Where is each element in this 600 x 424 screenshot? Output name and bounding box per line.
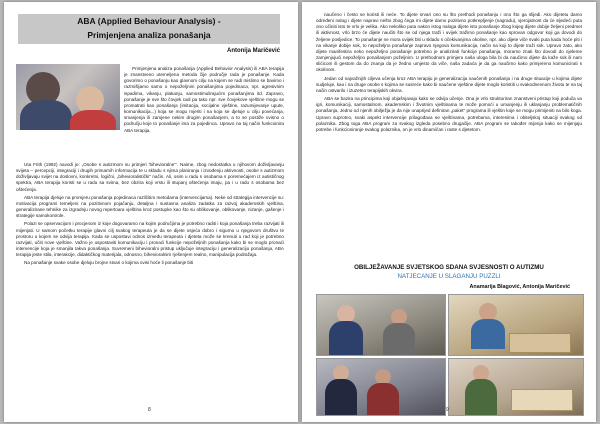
article-authors: Anamarija Blagović, Antonija Maričević	[469, 284, 570, 290]
student-body-shape	[329, 321, 363, 355]
paragraph-3: ABA se bazira na principima koji objašnjavaju kako se odvija učenje. Ona je vrlo strukturiran znanstveni pristup koji poduča va igri, komunikaciji, samostalnom, akademskim i životnim vještinama te može pomoći u umanjenju ili uklanjanju problematičnih ponašanja. Jedno od njenih obilježja je da nije unaprijed definiran „paket" programa ili vještin koje se mogu primijeniti na bilo koga. Upravo suprotno, svaki aspekt intervencije prilagođava se vještinama, potrebama, interesima i obiteljskoj situaciji svakog od polaznika. Zbog toga ABA program za svakog izgleda posebno drugačije. ABA program se također mijenja kako se mijenjaju potrebe i funkcioniranje svakog polaznika, on je vrlo dinamičan i raste s djetetom.	[316, 96, 582, 132]
page-number: 9	[446, 407, 449, 413]
paragraph-1: Primjenjena analiza ponašanja (Applied Behavior Analysis) ili ABA terapija je znanstveno utemeljena metoda čije područje rada je ponašanje. Kada govorimo o ponašanju kao glavnom cilju na kojem se radi mislimo se bavimo i razmišljamo samo o nepoželjnim ponašanjima pojedinaca, npr. agresivnim ispadima, vikanju, plakanju, samostimulirajućim ponašanjima itd. Zapravo, ponašanje je sve što čovjek radi pa tako npr. sve čovjekove vještine mogu se promatrati kao ponašanja (imitacija, socijalne vještine, razumijevanje upute, komunikacija...) koja se mogu mjeriti i na koja se djeluje u cilju povećanja, smanjenja ili zamjene nekim drugim ponašanjem, a to se postiže ovisno o području koje to ponašanje ima za pojedinca. Upravo na taj način funkcionira ABA terapija.	[124, 66, 284, 133]
student-body-shape	[325, 379, 357, 415]
student-body-shape	[383, 323, 415, 355]
photo-puzzle-table	[448, 294, 584, 356]
student-body-shape	[471, 319, 505, 349]
photo-students-table	[316, 294, 446, 356]
paragraph-4: Polazi se opservacijom i procjenom iz koje dogovaramo na kojim područjima je potrebno raditi i koja ponašanja treba razvijati ili mijenjati. U samom početku terapije glavni cilj svakog terapeuta je da se dijete osjeća dobro i sigurno u njegovom društvu te prostoru u kojem se odvija terapija. Kada se uspostavi odnos između terapeuta i djeteta može se krenuti u rad koji je potrebno razvijati, učiti nove vještine. Važno je uspostaviti komunikaciju i pronaći funkcije nepoželjnih ponašanja kako bi se moglo pronaći intervencije koja je smanjila takva ponašanja. Suvremeni bihevioralni pristup uključuje integraciju i generalizaciju ponašanja, ABA terapija jeste stila, interakcije, didaktičkog materijala, odnosno, bihevioralnim rješenjem realno, manipulacija podražaja.	[16, 221, 284, 258]
paragraph-1: naučeno i često se koristi ili neće. To dijete srvari ono su što prethodi ponašanju i ono što ga slijedi. Ako dijetetu damo određeni nalog i dijete napravi nešto zbog čega mi dijete damo pozitivno potkrepljenje (nagradu), vjerojatnost da će sljedeći puta ono učiniti isto te vrlo je velika. Ako nekoliko puta nakon istog naloga dijete isto ponašanje zbog kojeg dijete dobije željeni predmet ili aktivnost, vrlo brzo će dijete naučiti što se od njega traži i uvijek tražimo ponašanje kao sprovan odgovor koji ga dovodi do željene posljedice. To ponašanje ne mora uvijek biti u skladu s očekivanjima okoline, npr. ako dijete viče svaki puta kada hoće piti i na vikanje dobije sok, to nepoželjno ponašanje zapravo njegova komunikacija, način na koji to dijete traži sok. Upravo zato, ako dijete manifestira neko nepoželjno ponašanje potrebno je analizirati funkcije ponašanja, moramo znati što dovodi do njeleme zamjenjujući nepoželjno ponašanjem poželjnim. U prethodnom primjeru naša uloga bila bi da naučimo dijete da kaže sok ili nam slićicom ili gestom da do znanja da je žedno umjesto da viče, naša zadaća je da ga naučimo kako primjereno komunicirati s okolinom.	[316, 12, 582, 73]
paragraph-2: Jedan od najvažnijih ciljeva učenja kroz ABA terapiju je generalizacija naučenih ponašanja i na druge situacije u kojima dijete sudjeluje, kao i na druge osobe s kojima se susreće kako bi naučene vještine dijete moglo koristiti u svakodnevnom životu te na taj način ostvarilo i izuzetno terapijskih okvira.	[316, 75, 582, 93]
puzzle-shape	[509, 333, 571, 353]
body-text	[316, 12, 582, 260]
intro-text-column	[124, 66, 284, 161]
article-title-line1: ABA (Applied Behaviour Analysis) -	[77, 16, 221, 26]
article-title-line2: Primjenjena analiza ponašanja	[87, 30, 211, 40]
paragraph-2: Uta Frith (1992) navodi je: „Osobe s autizmom su primjeri 'bihevioralne'". Naime, zbog nedostatka u njihovom doživljavanju svijeta – percepciji, integraciji i drugih primarnih informacija te u skladu s njima planiranju i izvođenju aktivnosti, osobe s autizmom doživljavaju svijet na doslovni, konkretni, logični, „bihevioralistički" način. Ali, osim u radu s osobama s poremećajem iz autističnog spektra, ABA terapija koristi se u radu sa svima, bez obzira koji vrstu ili stupanj oštećenja imaju, pa i u radu s osobama bez oštećenja.	[16, 162, 284, 192]
article-title-box	[18, 14, 280, 44]
therapy-photo	[16, 64, 120, 130]
article-title: OBILJEŽAVANJE SVJETSKOG SDANA SVJESNOSTI O AUTIZMU	[354, 264, 544, 271]
student-body-shape	[465, 379, 497, 415]
child-body-shape	[70, 110, 116, 130]
body-text	[16, 162, 284, 412]
page-number: 8	[148, 407, 151, 413]
paragraph-5: Na ponašanje svake osobe djeluju brojne stvari o kojima ovisi hoće li ponašanje biti	[24, 260, 194, 266]
paragraph-3: ABA terapija djeluje na promjeru ponašanja pojedinaca različitim metodama (intervencijama). Neke od strategija intervencije su: motivacija programi temeljeni na pozitivnom pojačanju, detaljna i sustavna analiza zadatka za razvoj akademskih vještina, generalizirane tehnike za izgradnju novog repertoara vještina kroz postupke kao što su oblikovanje, oblikovanje, nizanje, gašenje i strategije samokontrole.	[16, 194, 284, 219]
photo-puzzle-work	[448, 358, 584, 416]
article-subtitle: NATJECANJE U SLAGANJU PUZZLI	[397, 273, 501, 280]
puzzle-shape	[511, 389, 573, 411]
student-body-shape	[367, 383, 399, 415]
photo-students-group	[316, 358, 446, 416]
right-page	[302, 2, 596, 422]
article-author: Antonija Maričević	[226, 48, 280, 54]
left-page	[4, 2, 298, 422]
person-body-shape	[20, 100, 72, 130]
